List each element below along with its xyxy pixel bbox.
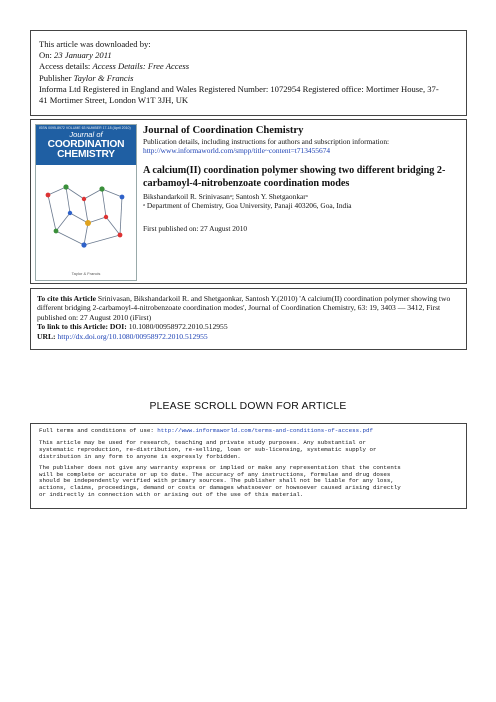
doi-line xyxy=(37,322,460,331)
informa-line-1: Informa Ltd Registered in England and Wales Registered Number: 1072954 Registered office: Mortimer House, 37- xyxy=(39,83,439,94)
informa-line-2: 41 Mortimer Street, London W1T 3JH, UK xyxy=(39,95,189,106)
terms-of-use-box xyxy=(30,423,467,509)
journal-url-link[interactable]: http://www.informaworld.com/smpp/title~content=t713455674 xyxy=(143,146,331,156)
full-terms-line: Full terms and conditions of use: http://www.informaworld.com/terms-and-conditions-of-access.pdf xyxy=(39,427,373,434)
publication-details: Publication details, including instructions for authors and subscription information: xyxy=(143,137,390,146)
access-details: Access Details: Free Access xyxy=(92,61,190,72)
cover-title-line-1: Journal of xyxy=(69,130,103,139)
doi-url-link[interactable]: http://dx.doi.org/10.1080/00958972.2010.512955 xyxy=(57,331,208,341)
citation-label: To cite this Article xyxy=(37,294,96,303)
cover-title-line-2: COORDINATION xyxy=(47,139,125,150)
publisher-name: Taylor & Francis xyxy=(73,72,134,83)
downloaded-by-line: This article was downloaded by: xyxy=(39,39,151,49)
cover-title-line-3: CHEMISTRY xyxy=(57,149,115,160)
terms-url-link[interactable]: http://www.informaworld.com/terms-and-conditions-of-access.pdf xyxy=(157,427,373,434)
author-affiliation: ᵃ Department of Chemistry, Goa University, Panaji 403206, Goa, India xyxy=(143,201,352,211)
url-line xyxy=(37,332,460,341)
terms-paragraph-1: This article may be used for research, teaching and private study purposes. Any substantial or systematic reproduction, re-distribution, re-selling, loan or sub-licensing, systematic supply or distribution in any form to anyone is expressly forbidden. xyxy=(39,438,377,460)
download-date: 23 January 2011 xyxy=(54,50,112,61)
doi-label: To link to this Article: DOI: xyxy=(37,322,129,332)
molecular-structure-graphic xyxy=(36,165,136,265)
article-metadata xyxy=(143,124,463,233)
article-header-box xyxy=(30,119,467,284)
download-date-line: On: 23 January 2011 xyxy=(39,50,112,61)
cover-publisher-logo: Taylor & Francis xyxy=(71,271,101,276)
article-authors: Bikshandarkoil R. Srinivasanᵃ; Santosh Y. Shetgaonkarᵃ xyxy=(143,191,308,201)
terms-paragraph-2: The publisher does not give any warranty express or implied or make any representation that the contents will be complete or accurate or up to date. The accuracy of any instructions, formulae and drug doses should be independently verified with primary sources. The publisher shall not be liable for any loss, actions, claims, proceedings, demand or costs or damages whatsoever or howsoever caused arising directly or indirectly in connection with or arising out of the use of this material. xyxy=(39,463,401,499)
journal-cover-image xyxy=(35,124,137,281)
first-published-date: First published on: 27 August 2010 xyxy=(143,223,248,233)
download-info-box xyxy=(30,30,467,116)
citation-text: To cite this Article Srinivasan, Bikshandarkoil R. and Shetgaonkar, Santosh Y.(2010) 'A calcium(II) coordination polymer showing two different bridging 2-carbamoyl-4-nitrobenzoate coordination modes', Journal of Coordination Chemistry, 63: 19, 3403 — 3412, First published on: 27 August 2010 (iFirst) xyxy=(37,294,451,322)
url-label: URL: xyxy=(37,331,58,341)
cover-title-band xyxy=(36,125,136,165)
citation-box xyxy=(30,288,467,350)
doi-value: 10.1080/00958972.2010.512955 xyxy=(128,322,228,332)
scroll-down-notice: PLEASE SCROLL DOWN FOR ARTICLE xyxy=(149,401,347,412)
access-details-line: Access details: Access Details: Free Access xyxy=(39,61,190,72)
publisher-line: Publisher Taylor & Francis xyxy=(39,72,134,83)
journal-title: Journal of Coordination Chemistry xyxy=(143,125,304,136)
cover-issn-line: ISSN 0095-8972 VOLUME 63 NUMBER 17-18 (April 2010) xyxy=(39,126,131,130)
article-title: A calcium(II) coordination polymer showing two different bridging 2-carbamoyl-4-nitrobenzoate coordination modes xyxy=(143,164,446,189)
